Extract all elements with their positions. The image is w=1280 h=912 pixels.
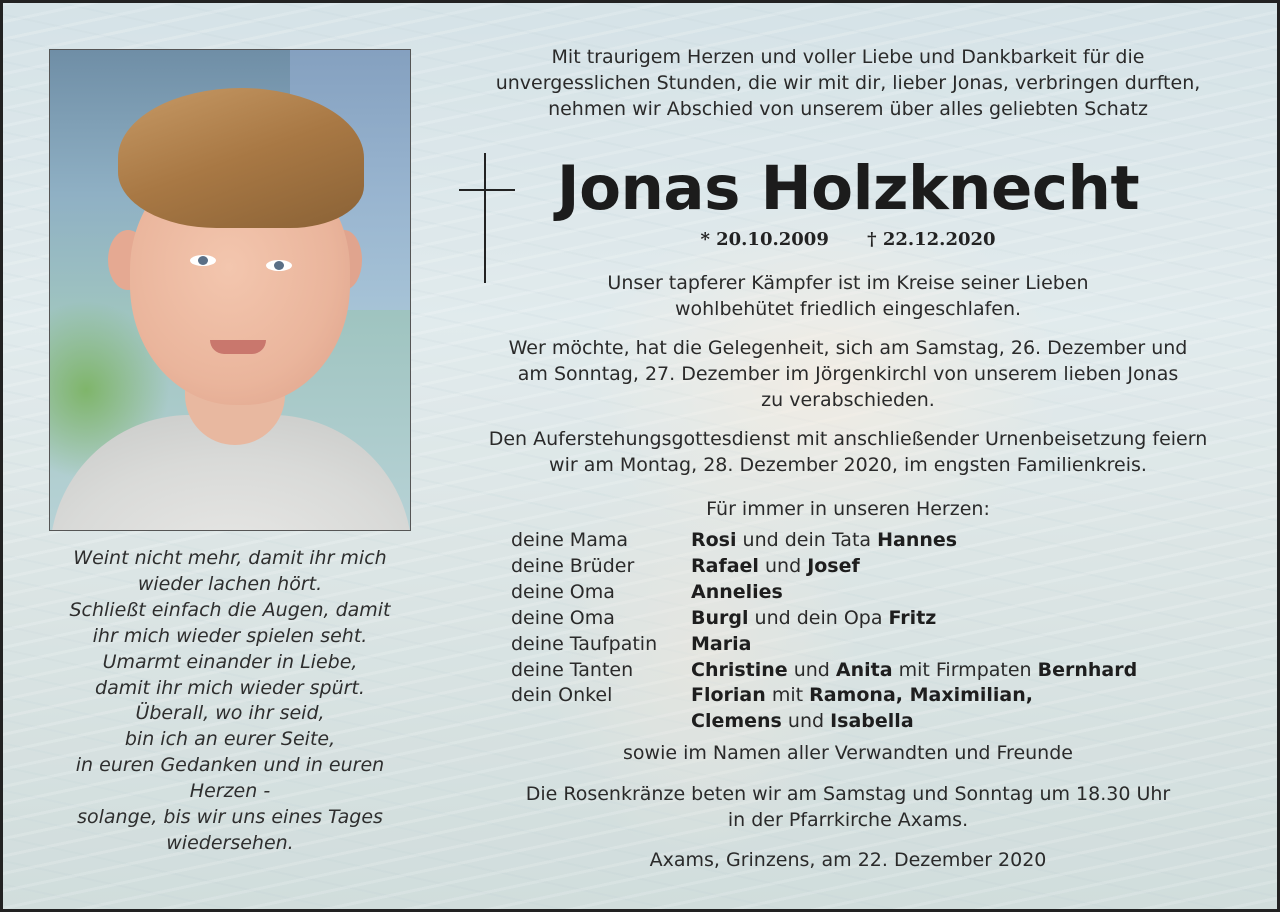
poem: Weint nicht mehr, damit ihr mich wieder lachen hört. Schließt einfach die Augen, damit ihr mich wieder spielen seht. Umarmt einander in Liebe, damit ihr mich wieder spürt. Überall, wo ihr seid, bin ich an eurer Seite, in euren Gedanken und in euren Herzen - solange, bis wir uns eines Tages wiedersehen. [69, 547, 391, 854]
portrait-photo [49, 49, 411, 531]
family-row: dein Onkel Florian mit Ramona, Maximilian, [511, 684, 1033, 707]
cross-icon [459, 153, 515, 283]
family-row: deine Mama Rosi und dein Tata Hannes [511, 529, 958, 551]
family-row: deine Tanten Christine und Anita mit Firmpaten Bernhard [511, 658, 1138, 681]
family-row: Clemens und Isabella [691, 710, 914, 733]
passing-text: Unser tapferer Kämpfer ist im Kreise seiner Lieben wohlbehütet friedlich eingeschlafen. [607, 272, 1089, 320]
death-date: † 22.12.2020 [867, 229, 996, 250]
place-date: Axams, Grinzens, am 22. Dezember 2020 [649, 849, 1047, 871]
birth-date: * 20.10.2009 [700, 229, 829, 250]
family-row: deine Oma Burgl und dein Opa Fritz [511, 606, 937, 629]
life-dates [523, 227, 1173, 253]
intro-text: Mit traurigem Herzen und voller Liebe und Dankbarkeit für die unvergesslichen Stunden, die wir mit dir, lieber Jonas, verbringen durften, nehmen wir Abschied von unserem über alles geliebten Schatz [495, 46, 1201, 120]
farewell-text: Wer möchte, hat die Gelegenheit, sich am Samstag, 26. Dezember und am Sonntag, 27. Dezember im Jörgenkirchl von unserem lieben Jonas zu verabschieden. [508, 337, 1188, 411]
deceased-name: Jonas Holzknecht [556, 153, 1140, 224]
forever-heading: Für immer in unseren Herzen: [706, 498, 990, 520]
family-list [511, 528, 1137, 735]
rosary-text: Die Rosenkränze beten wir am Samstag und Sonntag um 18.30 Uhr in der Pfarrkirche Axams. [525, 783, 1171, 831]
family-row: deine Oma Annelies [511, 580, 783, 603]
service-text: Den Auferstehungsgottesdienst mit anschließender Urnenbeisetzung feiern wir am Montag, 28. Dezember 2020, im engsten Familienkreis. [488, 428, 1208, 476]
family-row: deine Taufpatin Maria [511, 632, 752, 655]
relatives-text: sowie im Namen aller Verwandten und Freunde [623, 742, 1073, 764]
family-row: deine Brüder Rafael und Josef [511, 554, 860, 577]
